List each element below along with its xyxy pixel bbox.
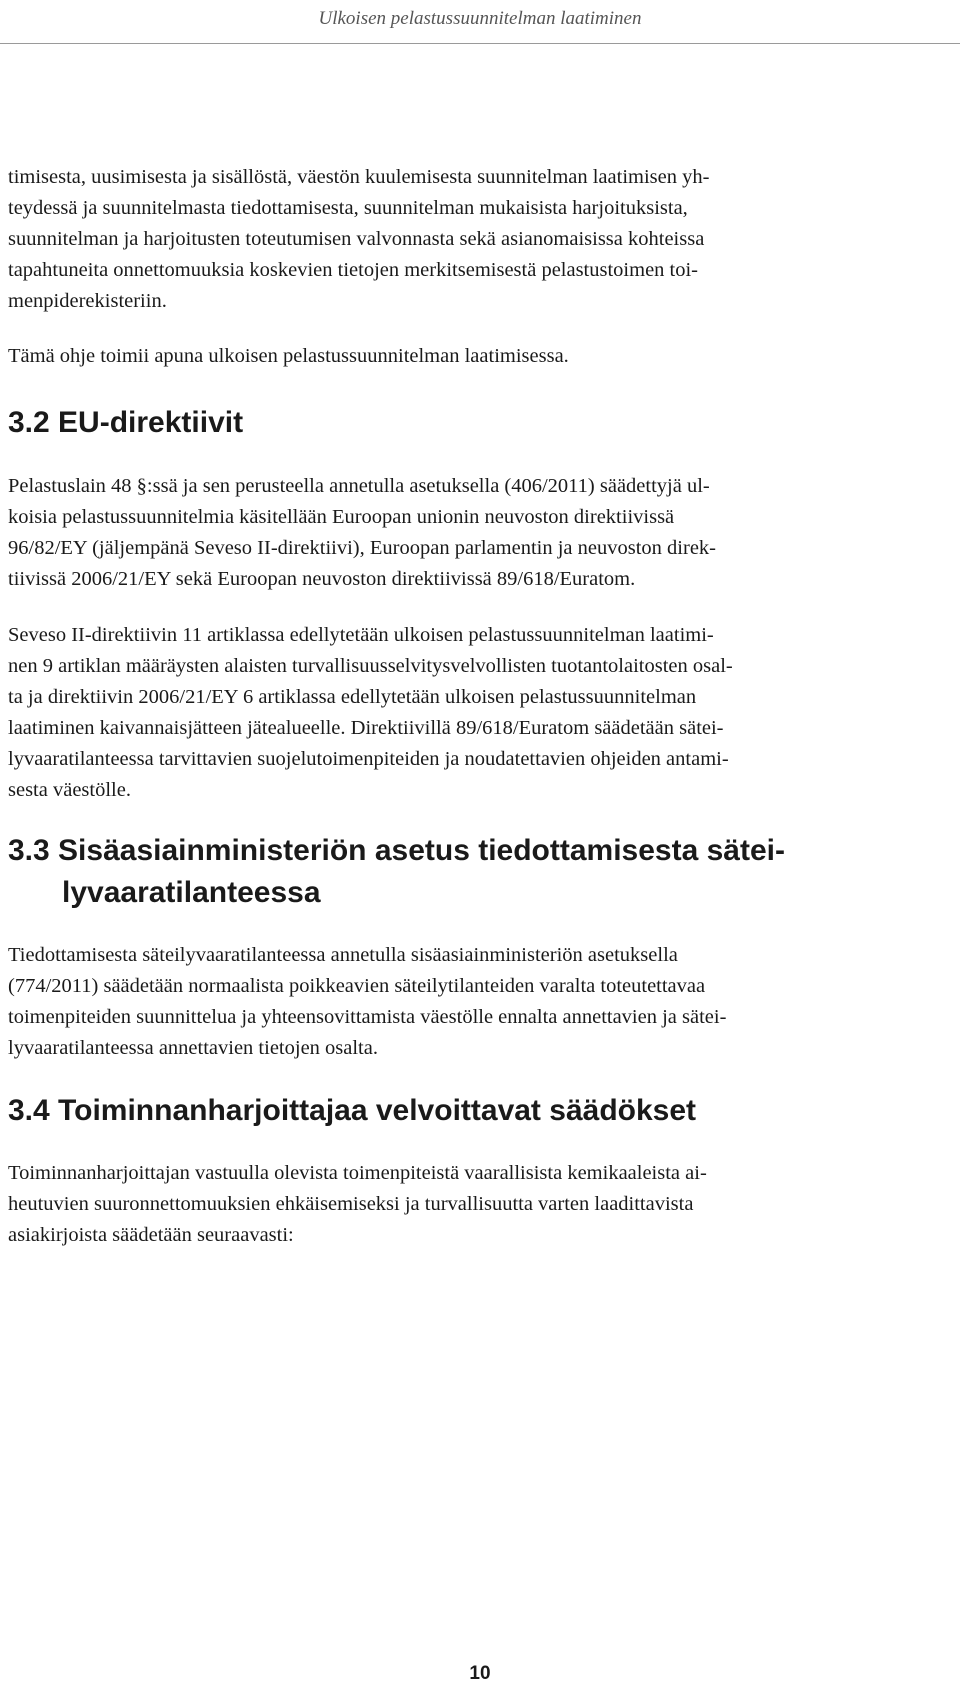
text-line: laatiminen kaivannaisjätteen jätealueelle. Direktiivillä 89/618/Euratom säädetään sätei- (8, 717, 724, 739)
text-line: Seveso II-direktiivin 11 artiklassa edellytetään ulkoisen pelastussuunnitelman laatimi- (8, 624, 714, 646)
text-line: timisesta, uusimisesta ja sisällöstä, väestön kuulemisesta suunnitelman laatimisen yh- (8, 166, 710, 188)
page-body (8, 162, 924, 1251)
heading-line: 3.3 Sisäasiainministeriön asetus tiedottamisesta sätei- (8, 834, 785, 867)
header-divider (0, 43, 960, 44)
section-heading-3-2 (8, 402, 924, 444)
page-number: 10 (469, 1663, 491, 1684)
paragraph-eu-2 (8, 620, 924, 806)
paragraph-eu-1 (8, 471, 924, 595)
text-line: Tiedottamisesta säteilyvaaratilanteessa annetulla sisäasiainministeriön asetuksella (8, 944, 678, 966)
text-line: menpiderekisteriin. (8, 290, 167, 312)
paragraph-intro (8, 162, 924, 317)
text-line: 96/82/EY (jäljempänä Seveso II-direktiivi), Euroopan parlamentin ja neuvoston direk- (8, 537, 716, 559)
text-line: Pelastuslain 48 §:ssä ja sen perusteella annetulla asetuksella (406/2011) säädettyjä ul- (8, 475, 710, 497)
running-header: Ulkoisen pelastussuunnitelman laatiminen (318, 8, 642, 29)
text-line: tapahtuneita onnettomuuksia koskevien tietojen merkitsemisestä pelastustoimen toi- (8, 259, 699, 281)
text-line: Toiminnanharjoittajan vastuulla olevista toimenpiteistä vaarallisista kemikaaleista ai- (8, 1162, 707, 1184)
text-line: suunnitelman ja harjoitusten toteutumisen valvonnasta sekä asianomaisissa kohteissa (8, 228, 705, 250)
heading-line: lyvaaratilanteessa (62, 876, 321, 909)
text-line: lyvaaratilanteessa tarvittavien suojelutoimenpiteiden ja noudatettavien ohjeiden antami- (8, 748, 729, 770)
text-line: teydessä ja suunnitelmasta tiedottamisesta, suunnitelman mukaisista harjoituksista, (8, 197, 688, 219)
section-heading-3-4 (8, 1090, 924, 1132)
text-line: heutuvien suuronnettomuuksien ehkäisemiseksi ja turvallisuutta varten laadittavista (8, 1193, 694, 1215)
paragraph-ops (8, 1158, 924, 1251)
paragraph-guide (8, 341, 924, 372)
section-heading-3-3 (8, 830, 924, 914)
heading-line: 3.4 Toiminnanharjoittajaa velvoittavat säädökset (8, 1094, 697, 1127)
paragraph-sm (8, 940, 924, 1064)
text-line: (774/2011) säädetään normaalista poikkeavien säteilytilanteiden varalta toteutettavaa (8, 975, 706, 997)
text-line: nen 9 artiklan määräysten alaisten turvallisuusselvitysvelvollisten tuotantolaitosten osal- (8, 655, 733, 677)
text-line: Tämä ohje toimii apuna ulkoisen pelastussuunnitelman laatimisessa. (8, 345, 569, 367)
text-line: asiakirjoista säädetään seuraavasti: (8, 1224, 294, 1246)
text-line: koisia pelastussuunnitelmia käsitellään Euroopan unionin neuvoston direktiivissä (8, 506, 675, 528)
text-line: tiivissä 2006/21/EY sekä Euroopan neuvoston direktiivissä 89/618/Euratom. (8, 568, 636, 590)
text-line: lyvaaratilanteessa annettavien tietojen osalta. (8, 1037, 378, 1059)
text-line: sesta väestölle. (8, 779, 131, 801)
heading-line: 3.2 EU-direktiivit (8, 406, 244, 439)
text-line: toimenpiteiden suunnittelua ja yhteensovittamista väestölle ennalta annettavien ja sätei- (8, 1006, 727, 1028)
text-line: ta ja direktiivin 2006/21/EY 6 artiklassa edellytetään ulkoisen pelastussuunnitelman (8, 686, 697, 708)
